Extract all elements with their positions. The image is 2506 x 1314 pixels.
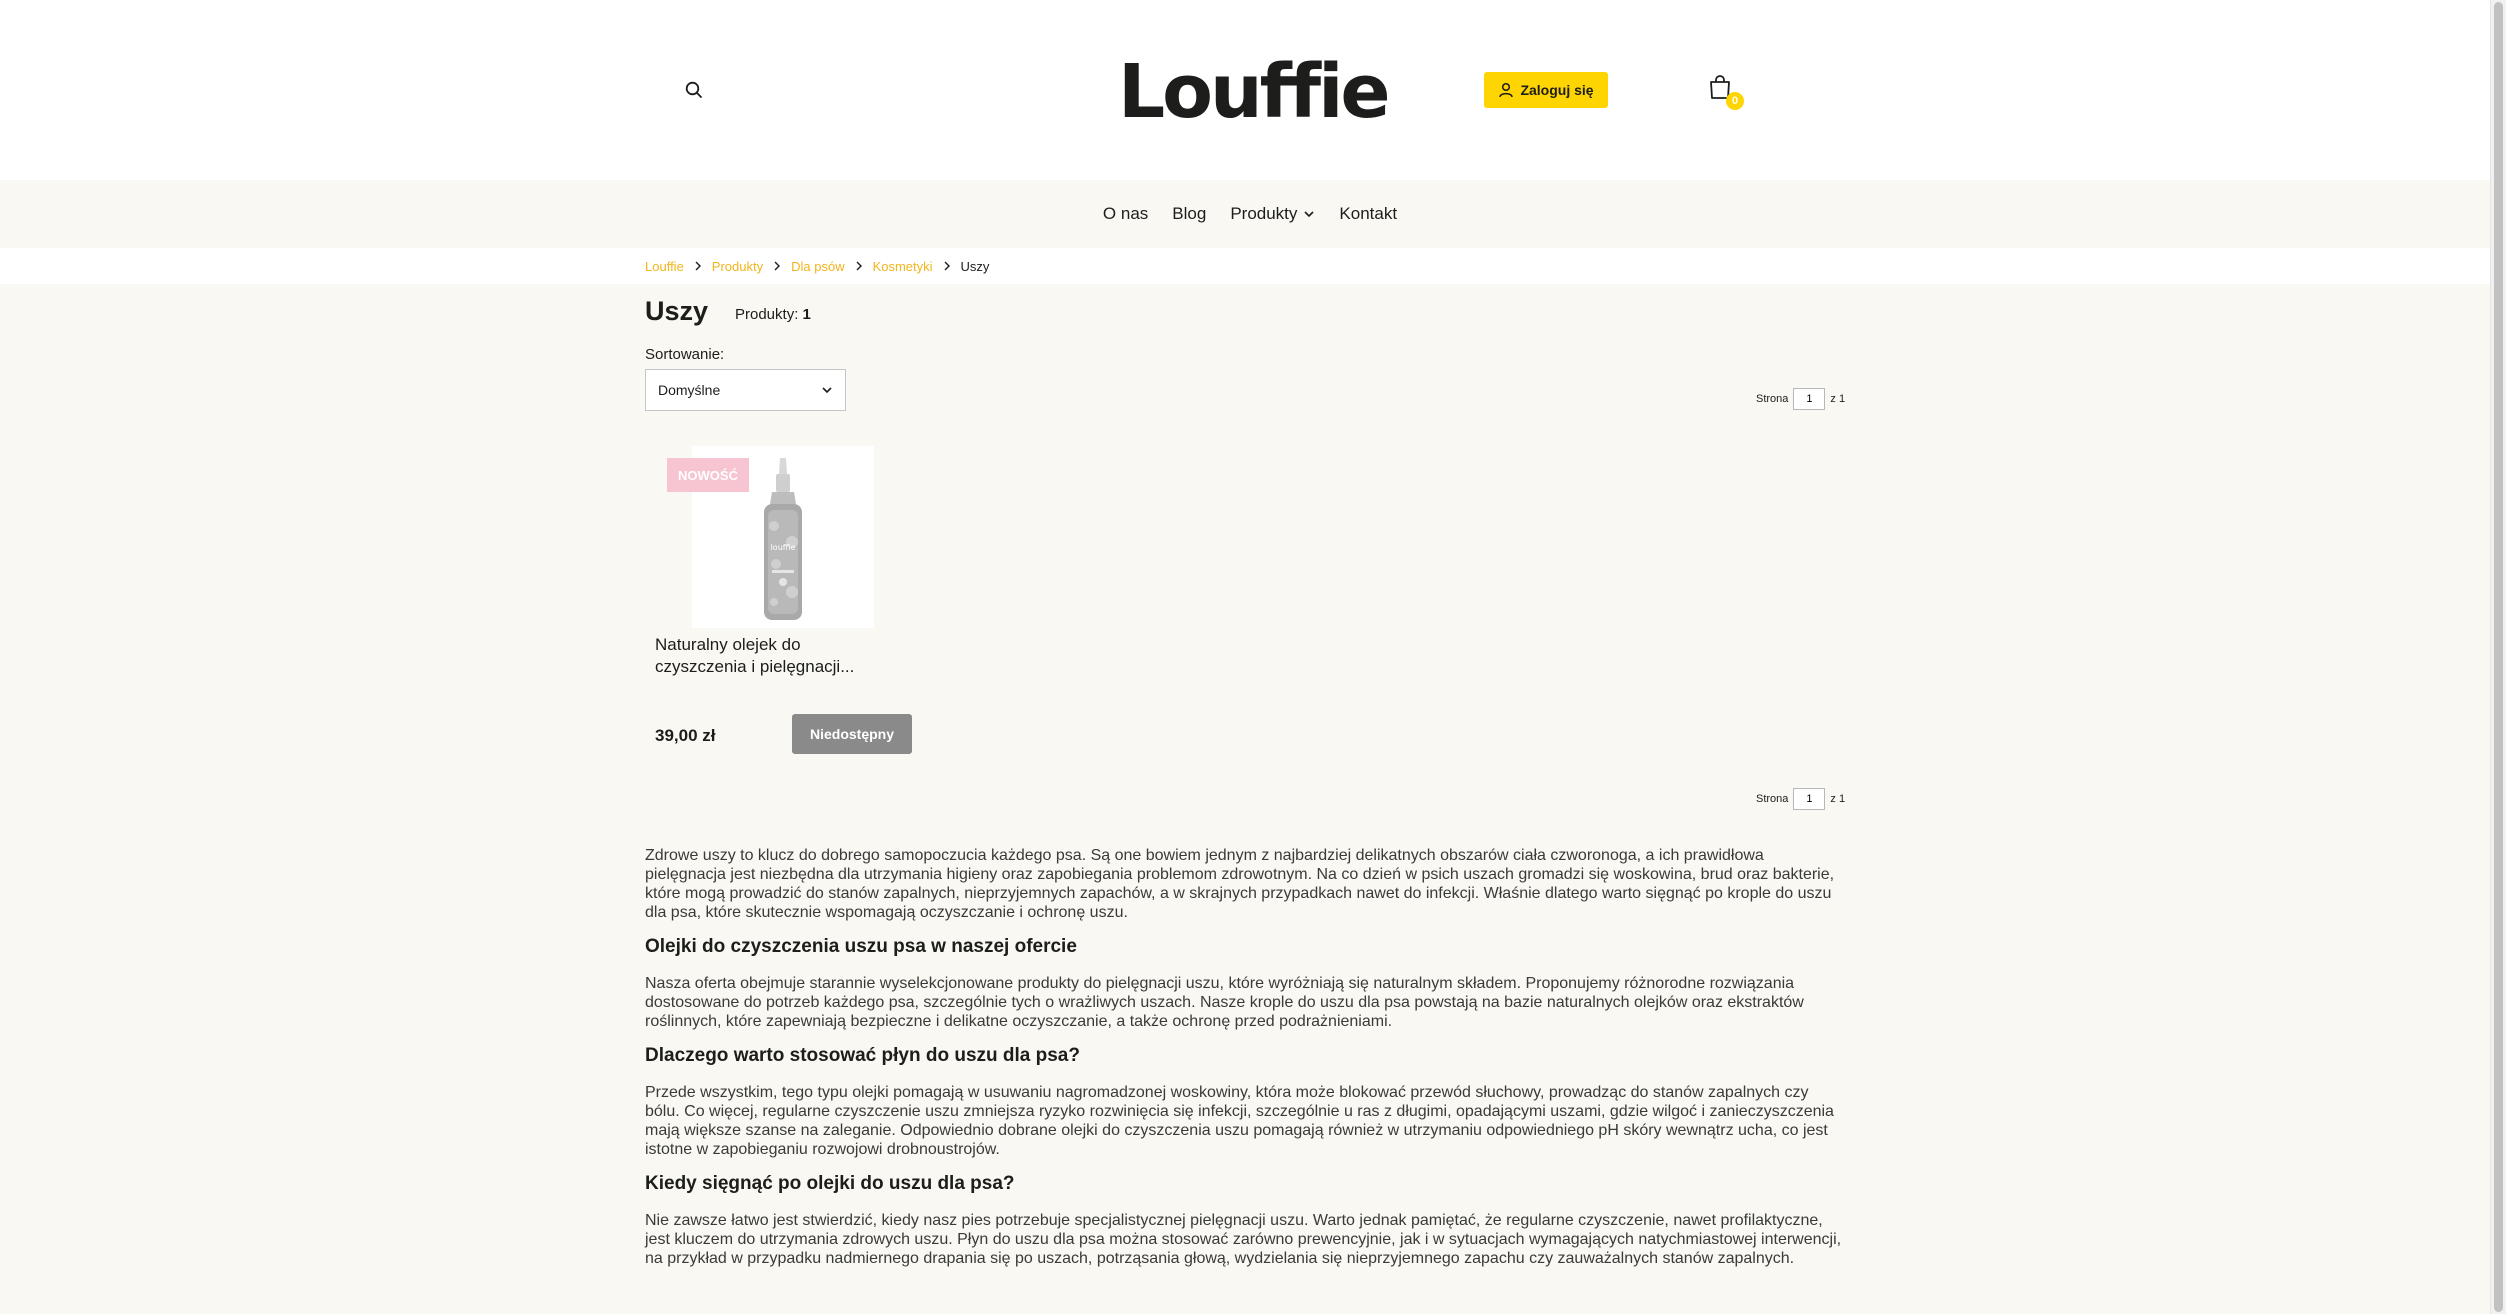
product-count [735,306,811,323]
chevron-right-icon [773,261,781,271]
nav-item-kontakt[interactable] [1339,204,1397,224]
product-count-label: Produkty: [735,306,799,323]
nav-item-label: Kontakt [1339,204,1398,223]
site-header [0,0,2490,180]
product-price: 39,00 zł [655,726,716,745]
chevron-right-icon [694,261,702,271]
product-count-value: 1 [802,306,811,323]
chevron-down-icon [1303,208,1315,220]
breadcrumb-link[interactable]: Louffie [645,258,684,274]
nav-item-label: Blog [1172,204,1207,223]
unavailable-button[interactable]: Niedostępny [792,714,912,754]
breadcrumb-link[interactable]: Kosmetyki [872,258,933,274]
chevron-right-icon [855,261,863,271]
breadcrumb-current: Uszy [960,258,990,274]
nav-item-label: O nas [1102,204,1149,223]
cart-count-badge: 0 [1726,92,1744,110]
user-icon [1498,82,1514,98]
description-heading: Dlaczego warto stosować płyn do uszu dla psa? [645,1045,1080,1066]
description-paragraph: Nie zawsze łatwo jest stwierdzić, kiedy nasz pies potrzebuje specjalistycznej pielęgnacji uszu. Warto jednak pamiętać, że regularne czyszczenie, nawet profilaktyczne, jest kluczem do utrzymania zdrowych uszu. Płyn do uszu dla psa można stosować zarówno prewencyjnie, jak i w sytuacjach wymagających natychmiastowej interwencji, na przykład w przypadku nadmiernego drapania się po uszach, potrząsania głową, wydzielania się nieprzyjemnego zapachu czy zauważalnych stanów zapalnych. [645,1212,1842,1267]
page-number-input[interactable] [1793,388,1825,410]
logo[interactable]: Louffie [1118,49,1388,135]
description-paragraph: Przede wszystkim, tego typu olejki pomagają w usuwaniu nagromadzonej woskowiny, która może blokować przewód słuchowy, prowadząc do stanów zapalnych czy bólu. Co więcej, regularne czyszczenie uszu zmniejsza ryzyko rozwinięcia się infekcji, szczególnie u ras z długimi, opadającymi uszami, gdzie wilgoć i zanieczyszczenia mają większe szanse na zaleganie. Odpowiednio dobrane olejki do czyszczenia uszu pomagają również w utrzymaniu odpowiedniego pH skóry wewnątrz ucha, co jest istotne w zapobieganiu rozwojowi drobnoustrojów. [645,1084,1834,1158]
pagination-label: Strona [1756,393,1789,405]
login-button[interactable] [1484,72,1608,108]
search-icon [685,81,703,99]
login-label: Zaloguj się [1520,82,1594,98]
svg-text:louffie: louffie [770,543,796,552]
chevron-down-icon [821,384,833,396]
nav-item-o-nas[interactable] [1103,204,1148,224]
main-nav [0,180,2490,248]
new-badge: NOWOŚĆ [667,458,749,492]
product-card [645,446,925,766]
product-name[interactable]: Naturalny olejek do czyszczenia i pielęgnacji... [655,635,855,676]
scrollbar-thumb[interactable] [2494,2,2503,1312]
description-heading: Kiedy sięgnąć po olejki do uszu dla psa? [645,1173,1015,1194]
chevron-right-icon [943,261,951,271]
nav-item-blog[interactable] [1172,204,1206,224]
nav-item-label: Produkty [1230,204,1298,223]
breadcrumb-link[interactable]: Dla psów [791,258,845,274]
pagination-total: z 1 [1830,393,1846,405]
nav-item-produkty[interactable] [1230,204,1315,224]
page-scrollbar[interactable] [2490,0,2506,1314]
description-paragraph: Nasza oferta obejmuje starannie wyselekcjonowane produkty do pielęgnacji uszu, które wyróżniają się naturalnym składem. Proponujemy różnorodne rozwiązania dostosowane do potrzeb każdego psa, szczególnie tych o wrażliwych uszach. Nasze krople do uszu dla psa powstają na bazie naturalnych olejków oraz ekstraktów roślinnych, które zapewniają bezpieczne i delikatne oczyszczanie, a także ochronę przed podrażnieniami. [645,975,1804,1030]
description-paragraph: Zdrowe uszy to klucz do dobrego samopoczucia każdego psa. Są one bowiem jednym z najbardziej delikatnych obszarów ciała czworonoga, a ich prawidłowa pielęgnacja jest niezbędna dla utrzymania higieny oraz zapobiegania problemom zdrowotnym. Na co dzień w psich uszach gromadzi się woskowina, brud oraz bakterie, które mogą prowadzić do stanów zapalnych, nieprzyjemnych zapachów, a w skrajnych przypadkach nawet do infekcji. Właśnie dlatego warto sięgnąć po krople do uszu dla psa, które skutecznie wspomagają oczyszczanie i ochronę uszu. [645,847,1835,921]
category-description [645,846,1847,1282]
pagination-bottom [1756,788,1845,810]
sort-select[interactable] [645,369,846,411]
pagination-label: Strona [1756,793,1789,805]
page-title: Uszy [645,296,709,326]
search-button[interactable] [680,76,708,104]
breadcrumb-bar [0,248,2490,284]
pagination-top [1756,388,1845,410]
pagination-total: z 1 [1830,793,1846,805]
page-number-input[interactable] [1793,788,1825,810]
cart-button[interactable] [1704,72,1744,112]
sort-value: Domyślne [658,382,721,398]
description-heading: Olejki do czyszczenia uszu psa w naszej ofercie [645,936,1077,957]
breadcrumb-link[interactable]: Produkty [711,258,764,274]
sort-label: Sortowanie: [645,346,725,363]
breadcrumb [645,248,989,284]
